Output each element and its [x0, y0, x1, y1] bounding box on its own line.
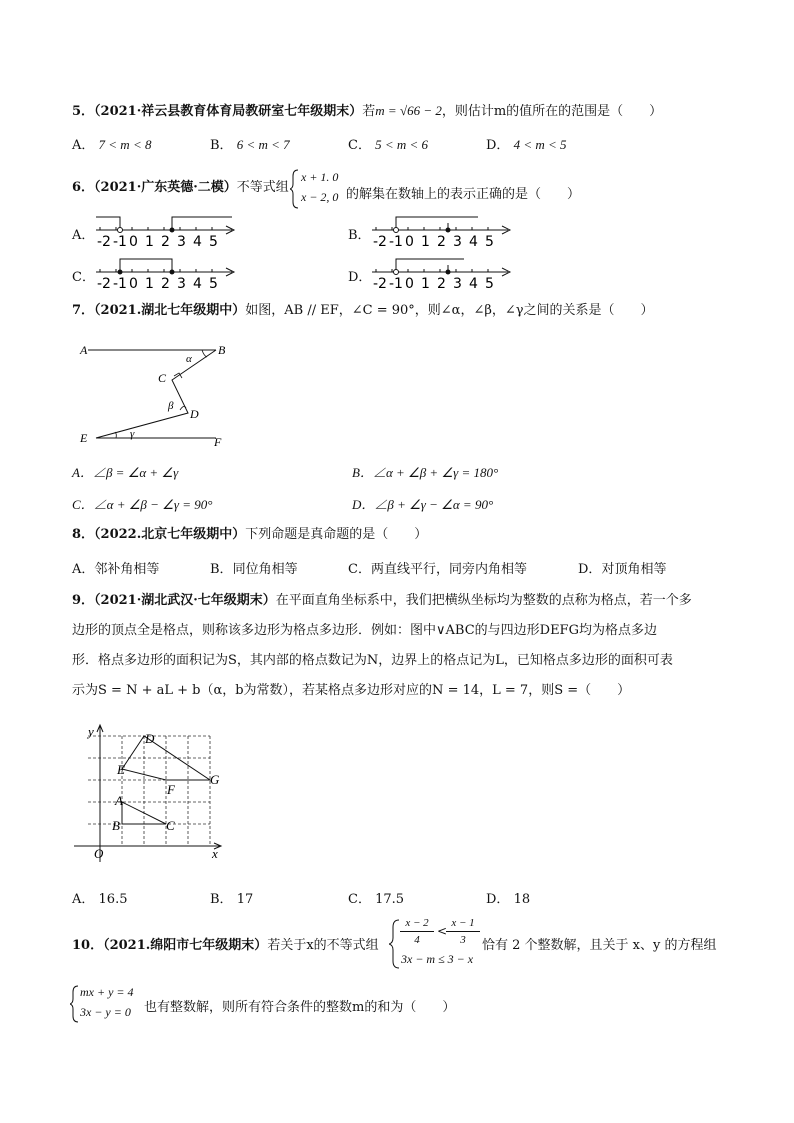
option-a[interactable]: A．: [72, 228, 95, 243]
option-d[interactable]: D．: [348, 270, 372, 285]
less-than: <: [437, 924, 448, 938]
question-10: [72, 934, 379, 953]
question-text: 若: [362, 104, 376, 119]
tick-label: 2: [161, 234, 170, 250]
option-text: 17.5: [375, 892, 405, 907]
option-a[interactable]: [72, 558, 159, 577]
option-b[interactable]: [210, 558, 298, 577]
option-letter: B．: [210, 138, 233, 153]
question-6: [72, 176, 289, 195]
label-c: C: [166, 818, 175, 833]
question-number: 6．: [72, 180, 95, 195]
tick-label: 5: [209, 276, 218, 292]
option-text: 4 < m < 5: [513, 137, 567, 152]
tick-label: 1: [421, 234, 430, 250]
question-number: 9．: [72, 593, 95, 608]
axis-y-label: y: [88, 724, 94, 739]
option-text: 对顶角相等: [601, 562, 667, 577]
option-text: 18: [513, 892, 531, 907]
question-source: （2021.绵阳市七年级期末）: [103, 938, 268, 953]
question-7: [72, 298, 732, 324]
tick-label: -2: [97, 276, 111, 292]
option-text: 17: [236, 892, 254, 907]
fraction-2-numerator: x − 1: [446, 916, 480, 932]
option-d[interactable]: [578, 558, 666, 577]
option-text: 5 < m < 6: [375, 137, 429, 152]
tick-label: 3: [453, 276, 462, 292]
option-letter: B．: [210, 892, 233, 907]
question-number: 5．: [72, 104, 95, 119]
option-letter: C．: [348, 138, 371, 153]
tick-label: 1: [145, 234, 154, 250]
system-line-1: x + 1. 0: [301, 170, 339, 184]
question-5: [72, 98, 732, 125]
fraction-1-denominator: 4: [414, 934, 420, 946]
tick-label: -2: [373, 234, 387, 250]
option-letter: D．: [352, 497, 375, 512]
parallel-lines-figure: [76, 336, 236, 452]
tick-label: -2: [373, 276, 387, 292]
option-text: 邻补角相等: [94, 562, 160, 577]
tick-label: 5: [485, 276, 494, 292]
axis-x-label: x: [212, 846, 218, 861]
tick-label: -2: [97, 234, 111, 250]
option-text: ∠β + ∠γ − ∠α = 90°: [374, 497, 494, 512]
option-text: 7 < m < 8: [98, 137, 152, 152]
brace-icon: [70, 984, 80, 1024]
question-9: [72, 586, 732, 706]
label-a: A: [80, 343, 88, 357]
question-text: 不等式组: [236, 180, 289, 195]
tick-label: 3: [453, 234, 462, 250]
question-text: 下列命题是真命题的是（ ）: [245, 527, 428, 542]
label-beta: β: [168, 400, 174, 412]
option-c[interactable]: [72, 494, 212, 513]
question-source: （2021·祥云县教育体育局教研室七年级期末）: [94, 104, 363, 119]
question-line: 边形的顶点全是格点，则称该多边形为格点多边形．例如：图中∨ABC的与四边形DEFG均为格点多边: [72, 623, 657, 638]
question-text: 如图，AB // EF，∠C = 90°，则∠α，∠β，∠γ之间的关系是（ ）: [245, 303, 654, 318]
option-text: 两直线平行，同旁内角相等: [370, 562, 527, 577]
equation: m = √66 − 2: [375, 103, 442, 118]
option-text: ∠β = ∠α + ∠γ: [92, 465, 179, 480]
tick-label: 0: [405, 234, 414, 250]
option-a[interactable]: [72, 462, 178, 481]
option-letter: A．: [72, 465, 93, 480]
question-text: 的解集在数轴上的表示正确的是（ ）: [346, 187, 581, 202]
question-text: 恰有 2 个整数解，且关于 x、y 的方程组: [482, 938, 717, 953]
question-text: 若关于x的不等式组: [267, 938, 379, 953]
option-b[interactable]: [210, 888, 253, 907]
question-source: （2021.湖北七年级期中）: [94, 303, 246, 318]
label-d: D: [145, 731, 155, 746]
option-a[interactable]: [72, 134, 151, 153]
question-line: 形．格点多边形的面积记为S，其内部的格点数记为N，边界上的格点记为L，已知格点多边形的面积可表: [72, 653, 673, 668]
option-d[interactable]: [352, 494, 493, 513]
tick-label: 0: [129, 276, 138, 292]
option-c[interactable]: [348, 888, 404, 907]
option-text: ∠α + ∠β + ∠γ = 180°: [372, 465, 499, 480]
option-text: 同位角相等: [232, 562, 298, 577]
option-letter: A．: [72, 892, 95, 907]
system-line-2: x − 2, 0: [301, 190, 339, 204]
tick-label: 0: [405, 276, 414, 292]
label-g: G: [210, 772, 220, 787]
tick-label: 5: [485, 234, 494, 250]
option-letter: D．: [578, 562, 602, 577]
tick-label: 2: [161, 276, 170, 292]
question-line: [72, 586, 732, 616]
option-b[interactable]: [210, 134, 290, 153]
option-c[interactable]: [348, 134, 428, 153]
label-gamma: γ: [130, 428, 135, 440]
option-d[interactable]: [486, 134, 567, 153]
tick-label: 0: [129, 234, 138, 250]
number-line-c[interactable]: [92, 254, 242, 292]
number-line-b[interactable]: [368, 212, 518, 250]
lattice-figure: [70, 722, 240, 868]
option-letter: A．: [72, 562, 95, 577]
fraction-1-numerator: x − 2: [400, 916, 434, 932]
question-source: （2022.北京七年级期中）: [94, 527, 246, 542]
option-letter: B．: [210, 562, 233, 577]
option-text: 6 < m < 7: [236, 137, 290, 152]
tick-label: -1: [113, 276, 127, 292]
tick-label: 3: [177, 276, 186, 292]
tick-label: 4: [469, 234, 478, 250]
option-letter: D．: [486, 138, 510, 153]
label-e: E: [117, 762, 125, 777]
label-d: D: [190, 407, 199, 421]
question-source: （2021·广东英德·二模）: [94, 180, 237, 195]
question-text: 在平面直角坐标系中，我们把横纵坐标均为整数的点称为格点，若一个多: [275, 593, 692, 608]
option-letter: A．: [72, 138, 95, 153]
option-letter: C．: [348, 562, 371, 577]
tick-label: -1: [113, 234, 127, 250]
tick-label: -1: [389, 276, 403, 292]
label-alpha: α: [186, 353, 192, 365]
question-source: （2021·湖北武汉·七年级期末）: [94, 593, 276, 608]
label-c: C: [158, 371, 167, 385]
question-number: 7．: [72, 303, 95, 318]
label-b: B: [112, 818, 120, 833]
option-letter: C．: [72, 497, 94, 512]
question-text: 也有整数解，则所有符合条件的整数m的和为（ ）: [144, 1000, 456, 1015]
question-line: 示为S = N + aL + b（α，b为常数），若某格点多边形对应的N = 14，L = 7，则S =（ ）: [72, 683, 631, 698]
option-c[interactable]: C．: [72, 270, 95, 285]
option-d[interactable]: [486, 888, 530, 907]
tick-label: 4: [193, 234, 202, 250]
system-line-1: mx + y = 4: [80, 985, 134, 999]
question-8: [72, 522, 732, 548]
option-b[interactable]: [352, 462, 498, 481]
origin-label: O: [94, 846, 104, 861]
option-b[interactable]: B．: [348, 228, 371, 243]
question-number: 8．: [72, 527, 95, 542]
question-text: ，则估计m的值所在的范围是（ ）: [441, 104, 663, 119]
tick-label: 4: [193, 276, 202, 292]
option-letter: D．: [486, 892, 510, 907]
number-line-d[interactable]: [368, 254, 518, 292]
tick-label: 2: [437, 276, 446, 292]
tick-label: 4: [469, 276, 478, 292]
question-number: 10．: [72, 938, 104, 953]
label-f: F: [167, 782, 175, 797]
tick-label: -1: [389, 234, 403, 250]
option-letter: B．: [352, 465, 373, 480]
tick-label: 3: [177, 234, 186, 250]
option-a[interactable]: [72, 888, 127, 907]
label-e: E: [80, 431, 88, 445]
tick-label: 1: [421, 276, 430, 292]
option-c[interactable]: [348, 558, 527, 577]
label-a: A: [115, 793, 123, 808]
tick-label: 2: [437, 234, 446, 250]
label-f: F: [214, 435, 222, 449]
tick-label: 5: [209, 234, 218, 250]
tick-label: 1: [145, 276, 154, 292]
inequality-2: 3x − m ≤ 3 − x: [401, 952, 474, 966]
brace-icon: [290, 168, 300, 210]
fraction-2-denominator: 3: [460, 934, 466, 946]
label-b: B: [218, 343, 226, 357]
option-letter: C．: [348, 892, 371, 907]
system-line-2: 3x − y = 0: [80, 1005, 131, 1019]
option-text: ∠α + ∠β − ∠γ = 90°: [93, 497, 213, 512]
option-text: 16.5: [98, 892, 128, 907]
number-line-a[interactable]: [92, 212, 242, 250]
